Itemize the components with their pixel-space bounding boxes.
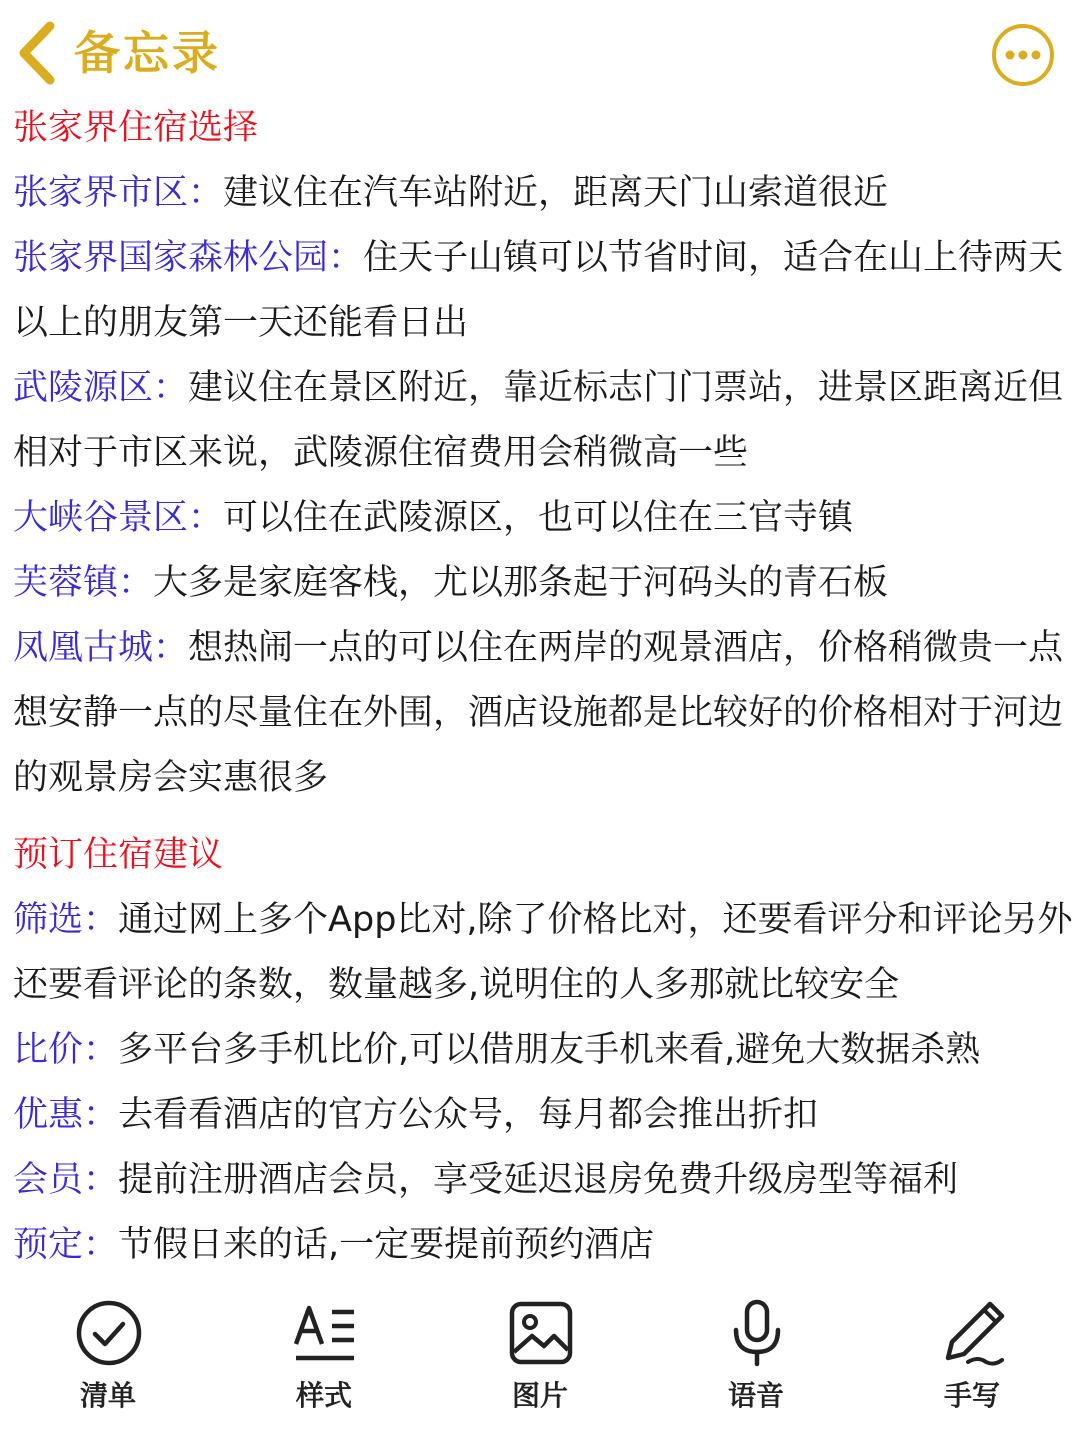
- item-text: 提前注册酒店会员，享受延迟退房免费升级房型等福利: [118, 1160, 959, 1200]
- note-item: [13, 161, 1075, 226]
- header: [0, 0, 1080, 104]
- item-label: 凤凰古城: [13, 628, 154, 668]
- note-item: [13, 1148, 1075, 1213]
- item-colon: ：: [83, 1225, 119, 1265]
- note-line: [13, 953, 1075, 1018]
- checklist-button[interactable]: [43, 1290, 173, 1430]
- item-text: 想安静一点的尽量住在外围，酒店设施都是比较好的价格相对于河边: [13, 693, 1064, 733]
- note-line: [13, 421, 1075, 486]
- text-style-button[interactable]: [259, 1290, 389, 1430]
- item-colon: ：: [188, 498, 224, 538]
- image-label: 图片: [511, 1379, 568, 1412]
- item-colon: ：: [188, 173, 224, 213]
- note-line: [13, 681, 1075, 746]
- back-button[interactable]: [10, 18, 70, 88]
- item-text: 大多是家庭客栈，尤以那条起于河码头的青石板: [153, 563, 889, 603]
- note-line: [13, 1213, 1075, 1278]
- note-item: [13, 888, 1075, 1018]
- note-item: [13, 1213, 1075, 1278]
- item-text: 想热闹一点的可以住在两岸的观景酒店，价格稍微贵一点: [188, 628, 1064, 668]
- voice-button[interactable]: [691, 1290, 821, 1430]
- bottom-toolbar: [0, 1290, 1080, 1440]
- item-text: 建议住在景区附近，靠近标志门门票站，进景区距离近但: [188, 368, 1064, 408]
- note-item: [13, 486, 1075, 551]
- item-label: 优惠: [13, 1095, 84, 1135]
- item-label: 武陵源区: [13, 368, 154, 408]
- note-item: [13, 616, 1075, 811]
- note-line: [13, 1018, 1075, 1083]
- item-colon: ：: [83, 1095, 119, 1135]
- section-title: 张家界住宿选择: [13, 108, 259, 148]
- item-colon: ：: [328, 238, 364, 278]
- more-horizontal-icon: [990, 22, 1056, 88]
- voice-label: 语音: [727, 1379, 784, 1412]
- item-text: 多平台多手机比价,可以借朋友手机来看,避免大数据杀熟: [118, 1030, 981, 1070]
- note-line: [13, 1083, 1075, 1148]
- note-line: [13, 616, 1075, 681]
- item-label: 会员: [13, 1160, 84, 1200]
- item-text: 以上的朋友第一天还能看日出: [13, 303, 469, 343]
- image-button[interactable]: [475, 1290, 605, 1430]
- pen-icon: [938, 1298, 1008, 1368]
- note-line: [13, 746, 1075, 811]
- chevron-left-icon: [10, 18, 70, 88]
- note-item: [13, 356, 1075, 486]
- item-text: 建议住在汽车站附近，距离天门山索道很近: [223, 173, 889, 213]
- item-label: 大峡谷景区: [13, 498, 189, 538]
- text-style-icon: [290, 1298, 360, 1368]
- checklist-label: 清单: [79, 1379, 136, 1412]
- item-text: 通过网上多个App比对,除了价格比对，还要看评分和评论另外: [118, 900, 1073, 940]
- item-colon: ：: [83, 1030, 119, 1070]
- item-colon: ：: [153, 628, 189, 668]
- item-text: 相对于市区来说，武陵源住宿费用会稍微高一些: [13, 433, 749, 473]
- note-body[interactable]: [13, 96, 1075, 1278]
- item-label: 预定: [13, 1225, 84, 1265]
- handwriting-label: 手写: [943, 1379, 1000, 1412]
- item-colon: ：: [118, 563, 154, 603]
- handwriting-button[interactable]: [907, 1290, 1037, 1430]
- item-colon: ：: [153, 368, 189, 408]
- item-text: 住天子山镇可以节省时间，适合在山上待两天: [363, 238, 1064, 278]
- item-text: 去看看酒店的官方公众号，每月都会推出折扣: [118, 1095, 819, 1135]
- item-text: 还要看评论的条数，数量越多,说明住的人多那就比较安全: [13, 965, 900, 1005]
- note-line: [13, 226, 1075, 291]
- note-line: [13, 291, 1075, 356]
- note-line: [13, 356, 1075, 421]
- note-line: [13, 1148, 1075, 1213]
- item-label: 张家界国家森林公园: [13, 238, 329, 278]
- item-label: 比价: [13, 1030, 84, 1070]
- note-item: [13, 1018, 1075, 1083]
- item-label: 芙蓉镇: [13, 563, 119, 603]
- note-item: [13, 226, 1075, 356]
- text-style-label: 样式: [295, 1379, 352, 1412]
- note-line: [13, 486, 1075, 551]
- item-colon: ：: [83, 1160, 119, 1200]
- note-line: [13, 161, 1075, 226]
- note-line: [13, 888, 1075, 953]
- app-title: 备忘录: [74, 26, 221, 80]
- image-icon: [506, 1298, 576, 1368]
- section-title: 预订住宿建议: [13, 835, 224, 875]
- note-item: [13, 1083, 1075, 1148]
- item-label: 张家界市区: [13, 173, 189, 213]
- item-text: 节假日来的话,一定要提前预约酒店: [118, 1225, 655, 1265]
- note-item: [13, 551, 1075, 616]
- item-text: 的观景房会实惠很多: [13, 758, 329, 798]
- item-colon: ：: [83, 900, 119, 940]
- item-label: 筛选: [13, 900, 84, 940]
- more-button[interactable]: [990, 22, 1056, 88]
- note-line: [13, 551, 1075, 616]
- microphone-icon: [722, 1298, 792, 1368]
- item-text: 可以住在武陵源区，也可以住在三官寺镇: [223, 498, 854, 538]
- checklist-icon: [74, 1298, 144, 1368]
